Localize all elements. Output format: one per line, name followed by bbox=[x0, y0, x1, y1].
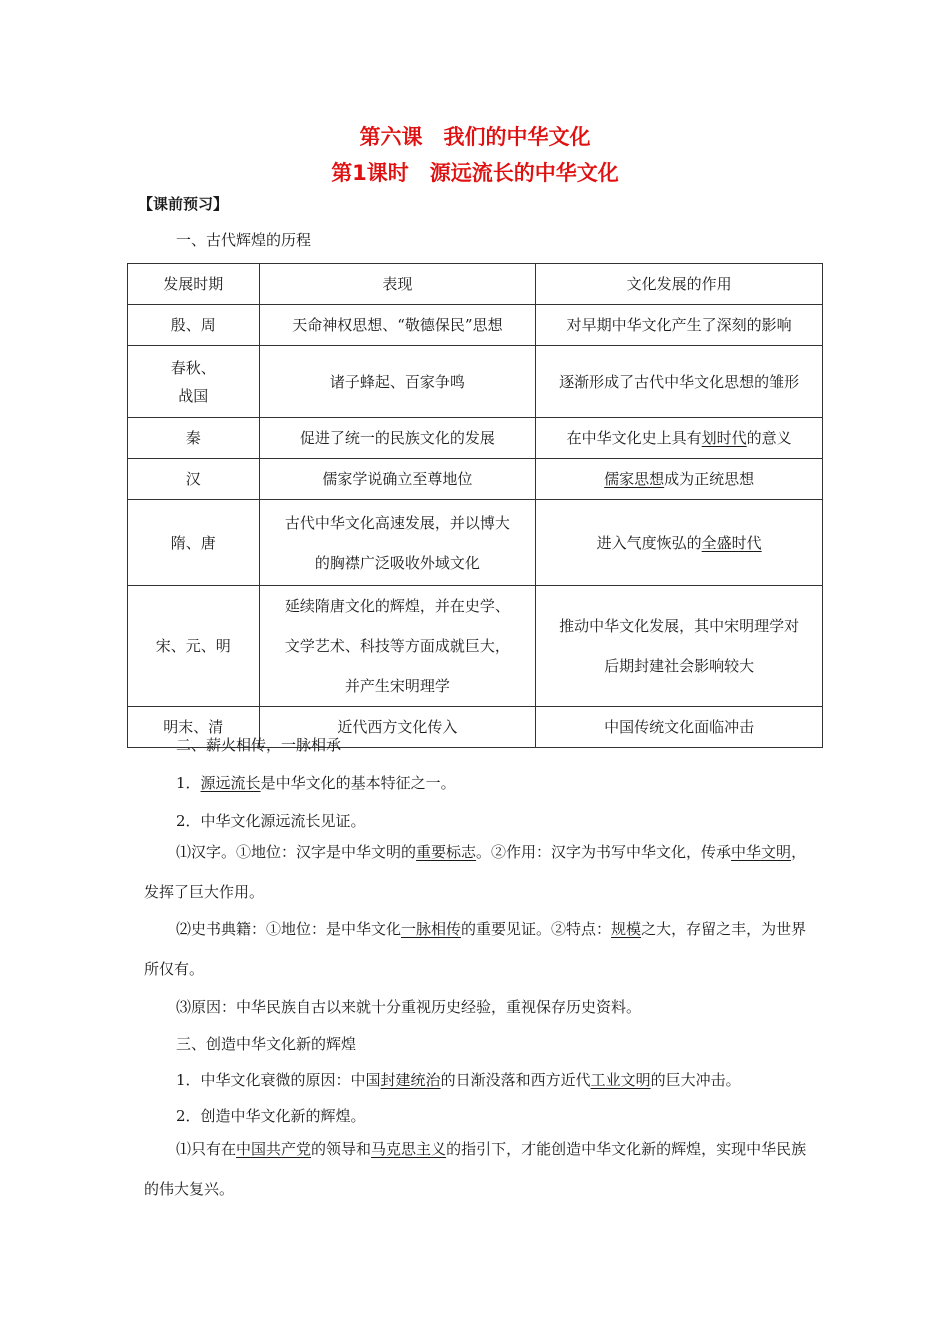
history-table bbox=[127, 263, 823, 748]
underlined-term: 中国共产党 bbox=[236, 1140, 312, 1158]
period-cell: 隋、唐 bbox=[128, 500, 260, 586]
part3-heading: 三、创造中华文化新的辉煌 bbox=[176, 1035, 357, 1053]
point-text: 1．中华文化衰微的原因：中国 bbox=[176, 1071, 381, 1089]
performance-cell: 诸子蜂起、百家争鸣 bbox=[259, 346, 536, 418]
performance-line: 文学艺术、科技等方面成就巨大， bbox=[284, 637, 510, 655]
point-text: 之大，存留之丰，为世界所仅有。 bbox=[144, 920, 807, 978]
table-header-row bbox=[128, 264, 823, 305]
point-text: 的领导和 bbox=[311, 1140, 372, 1158]
role-text: 在中华文化史上具有 bbox=[566, 429, 702, 447]
performance-cell: 天命神权思想、“敬德保民”思想 bbox=[259, 305, 536, 346]
lesson-title: 第六课 我们的中华文化 bbox=[359, 125, 591, 149]
performance-line: 并产生宋明理学 bbox=[344, 677, 450, 695]
role-cell bbox=[536, 586, 823, 707]
role-line: 推动中华文化发展，其中宋明理学对 bbox=[559, 617, 800, 635]
underlined-term: 重要标志 bbox=[416, 843, 477, 861]
table-row bbox=[128, 418, 823, 459]
point-text: 的指引下，才能创造中华文化新的辉煌，实现中华民族的伟大复兴。 bbox=[144, 1140, 807, 1198]
period-cell: 宋、元、明 bbox=[128, 586, 260, 707]
period-cell: 明末、清 bbox=[128, 707, 260, 748]
point-number: 1． bbox=[176, 774, 201, 792]
performance-line: 古代中华文化高速发展，并以博大 bbox=[284, 513, 510, 532]
part1-heading: 一、古代辉煌的历程 bbox=[176, 231, 312, 249]
point-text: 。②作用：汉字为书写中华文化，传承 bbox=[476, 843, 732, 861]
underlined-term: 中华文明 bbox=[731, 843, 792, 861]
role-cell: 中国传统文化面临冲击 bbox=[536, 707, 823, 748]
point-text: ⑴只有在 bbox=[176, 1140, 237, 1158]
performance-cell bbox=[259, 586, 536, 707]
table-row bbox=[128, 459, 823, 500]
point-text: ⑴汉字。①地位：汉字是中华文明的 bbox=[176, 843, 417, 861]
lesson-subtitle: 第1课时 源远流长的中华文化 bbox=[331, 161, 619, 185]
table-row bbox=[128, 586, 823, 707]
period-cell: 汉 bbox=[128, 459, 260, 500]
table-row bbox=[128, 346, 823, 418]
period-cell: 秦 bbox=[128, 418, 260, 459]
part3-point3 bbox=[144, 1129, 809, 1209]
part2-point4 bbox=[144, 909, 809, 989]
part2-point1 bbox=[176, 772, 456, 793]
role-underlined: 儒家思想 bbox=[604, 470, 665, 488]
role-text: 成为正统思想 bbox=[664, 470, 755, 488]
underlined-term: 封建统治 bbox=[380, 1071, 441, 1089]
point-text: 的巨大冲击。 bbox=[650, 1071, 741, 1089]
part2-point5: ⑶原因：中华民族自古以来就十分重视历史经验，重视保存历史资料。 bbox=[176, 998, 642, 1016]
table-row bbox=[128, 500, 823, 586]
role-cell bbox=[536, 500, 823, 586]
section-tag: 【课前预习】 bbox=[138, 195, 229, 213]
performance-line: 的胸襟广泛吸收外域文化 bbox=[314, 553, 480, 572]
point-text: ，发挥了巨大作用。 bbox=[144, 843, 807, 901]
part2-point2: 2．中华文化源远流长见证。 bbox=[176, 812, 366, 830]
point-text: 的重要见证。②特点： bbox=[461, 920, 612, 938]
underlined-term: 规模 bbox=[611, 920, 642, 938]
part2-point3 bbox=[144, 832, 809, 912]
period-cell bbox=[128, 346, 260, 418]
role-underlined: 划时代 bbox=[701, 429, 747, 447]
underlined-term: 马克思主义 bbox=[371, 1140, 447, 1158]
performance-cell: 儒家学说确立至尊地位 bbox=[259, 459, 536, 500]
underlined-term: 工业文明 bbox=[590, 1071, 651, 1089]
role-text: 的意义 bbox=[746, 429, 792, 447]
underlined-term: 源远流长 bbox=[200, 774, 261, 792]
role-underlined: 全盛时代 bbox=[701, 533, 762, 552]
period-line: 春秋、 bbox=[170, 358, 216, 377]
part2-heading: 二、薪火相传，一脉相承 bbox=[176, 736, 342, 754]
performance-cell: 促进了统一的民族文化的发展 bbox=[259, 418, 536, 459]
header-role: 文化发展的作用 bbox=[536, 264, 823, 305]
performance-cell: 近代西方文化传入 bbox=[259, 707, 536, 748]
table-row bbox=[128, 305, 823, 346]
part3-point1 bbox=[176, 1069, 741, 1090]
performance-cell bbox=[259, 500, 536, 586]
header-period: 发展时期 bbox=[128, 264, 260, 305]
role-line: 后期封建社会影响较大 bbox=[604, 657, 755, 675]
role-cell: 逐渐形成了古代中华文化思想的雏形 bbox=[536, 346, 823, 418]
role-cell: 对早期中华文化产生了深刻的影响 bbox=[536, 305, 823, 346]
point-text: 的日渐没落和西方近代 bbox=[440, 1071, 591, 1089]
role-cell bbox=[536, 418, 823, 459]
point-text: 是中华文化的基本特征之一。 bbox=[260, 774, 456, 792]
period-line: 战国 bbox=[178, 386, 209, 405]
role-cell bbox=[536, 459, 823, 500]
performance-line: 延续隋唐文化的辉煌，并在史学、 bbox=[284, 597, 510, 615]
point-text: ⑵史书典籍：①地位：是中华文化 bbox=[176, 920, 402, 938]
underlined-term: 一脉相传 bbox=[401, 920, 462, 938]
period-cell: 殷、周 bbox=[128, 305, 260, 346]
role-text: 进入气度恢弘的 bbox=[596, 533, 702, 552]
header-performance: 表现 bbox=[259, 264, 536, 305]
part3-point2: 2．创造中华文化新的辉煌。 bbox=[176, 1107, 366, 1125]
